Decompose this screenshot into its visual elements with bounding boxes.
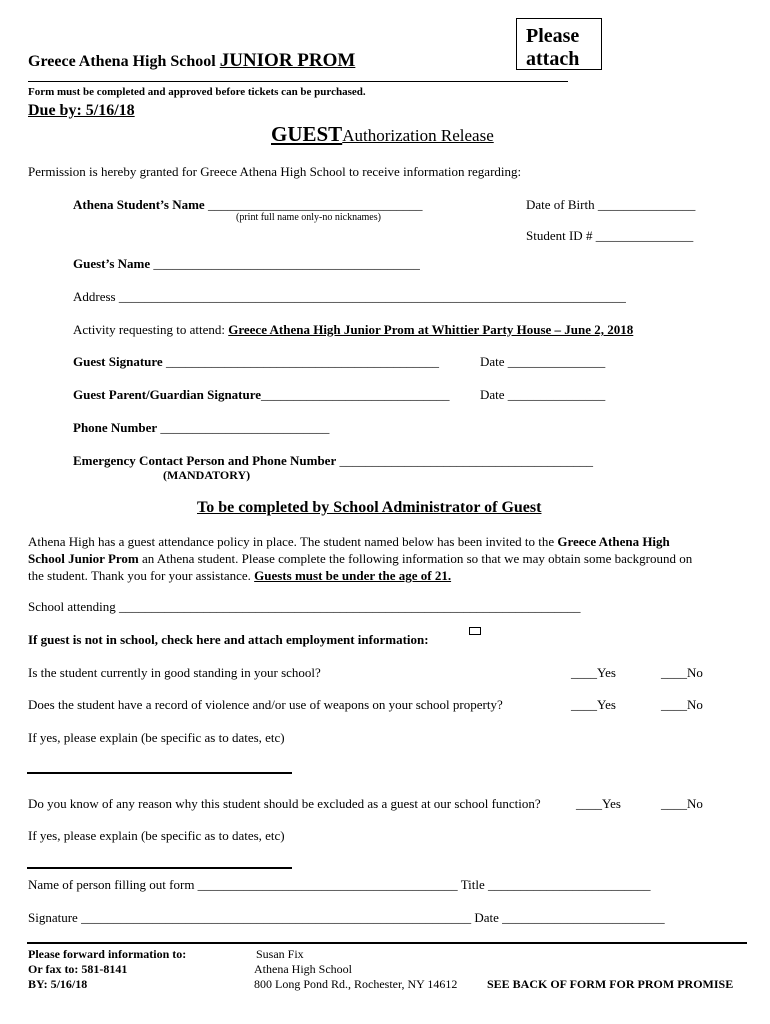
photo-box-line-1: Please (526, 25, 580, 47)
footer-divider (27, 942, 747, 944)
filler-name-title-field[interactable]: Name of person filling out form ________________________________________ Title _________________________ (28, 877, 651, 892)
form-title-guest: GUEST (271, 122, 343, 146)
good-standing-yes[interactable]: ____Yes (571, 665, 616, 680)
exclusion-no[interactable]: ____No (661, 796, 703, 811)
student-name-hint: (print full name only-no nicknames) (236, 212, 381, 223)
school-attending-field[interactable]: School attending _______________________________________________________________________ (28, 599, 581, 614)
photo-attach-box (516, 18, 602, 70)
activity-value: Greece Athena High Junior Prom at Whittier Party House – June 2, 2018 (228, 322, 634, 337)
permission-text: Permission is hereby granted for Greece Athena High School to receive information regarding: (28, 164, 522, 179)
contact-school: Athena High School (254, 962, 352, 976)
address-field[interactable]: Address ______________________________________________________________________________ (73, 289, 626, 304)
exclusion-question: Do you know of any reason why this student should be excluded as a guest at our school function? (28, 796, 541, 811)
parent-signature-label: Guest Parent/Guardian Signature (73, 387, 262, 402)
date-of-birth-field[interactable]: Date of Birth _______________ (526, 197, 696, 212)
good-standing-question: Is the student currently in good standing in your school? (28, 665, 321, 680)
emergency-contact-label: Emergency Contact Person and Phone Number (73, 453, 337, 468)
student-name-label: Athena Student’s Name (73, 197, 205, 212)
guest-name-label: Guest’s Name (73, 256, 151, 271)
guest-signature-field[interactable] (73, 354, 439, 370)
not-in-school-checkbox[interactable] (469, 627, 481, 635)
guest-name-field[interactable] (73, 256, 420, 272)
violence-yes[interactable]: ____Yes (571, 697, 616, 712)
exclusion-yes[interactable]: ____Yes (576, 796, 621, 811)
activity-line (73, 322, 633, 338)
contact-address: 800 Long Pond Rd., Rochester, NY 14612 (254, 977, 458, 991)
parent-signature-date[interactable]: Date _______________ (480, 387, 606, 402)
explain-line-2[interactable] (27, 867, 292, 869)
event-title: JUNIOR PROM (219, 50, 356, 71)
explain-prompt-1: If yes, please explain (be specific as to dates, etc) (28, 730, 285, 745)
violence-no[interactable]: ____No (661, 697, 703, 712)
violence-question: Does the student have a record of violence and/or use of weapons on your school property? (28, 697, 503, 712)
phone-number-field[interactable] (73, 420, 329, 436)
mandatory-note: (MANDATORY) (163, 468, 251, 482)
form-title-rest: Authorization Release (342, 126, 494, 145)
student-id-field[interactable]: Student ID # _______________ (526, 228, 694, 243)
school-name: Greece Athena High School JUNIOR PROM (28, 50, 356, 71)
parent-signature-line: _____________________________ (261, 387, 450, 402)
emergency-contact-line: _______________________________________ (339, 453, 593, 468)
good-standing-no[interactable]: ____No (661, 665, 703, 680)
admin-signature-date-field[interactable]: Signature ____________________________________________________________ Date _________________________ (28, 910, 665, 925)
header-divider (28, 81, 568, 82)
footer-due-date: BY: 5/16/18 (28, 977, 88, 991)
parent-signature-field[interactable] (73, 387, 450, 403)
photo-box-line-2: attach (526, 48, 580, 70)
due-date: Due by: 5/16/18 (28, 102, 135, 119)
fax-number: Or fax to: 581-8141 (28, 962, 128, 976)
form-title (271, 122, 494, 147)
explain-line-1[interactable] (27, 772, 292, 774)
phone-number-label: Phone Number (73, 420, 158, 435)
activity-label: Activity requesting to attend: (73, 322, 225, 337)
explain-prompt-2: If yes, please explain (be specific as to dates, etc) (28, 828, 285, 843)
policy-line-3: the student. Thank you for your assistance. Guests must be under the age of 21. (28, 568, 452, 583)
contact-name: Susan Fix (256, 947, 304, 961)
guest-signature-date[interactable]: Date _______________ (480, 354, 606, 369)
completion-notice: Form must be completed and approved before tickets can be purchased. (28, 86, 366, 98)
policy-line-1: Athena High has a guest attendance policy in place. The student named below has been invited to the Greece Athena High (28, 534, 670, 549)
emergency-contact-field[interactable] (73, 453, 593, 469)
forward-label: Please forward information to: (28, 947, 187, 961)
policy-line-2: School Junior Prom an Athena student. Please complete the following information so that we may obtain some background on (28, 551, 693, 566)
not-in-school-label: If guest is not in school, check here and attach employment information: (28, 632, 429, 647)
guest-name-line: _________________________________________ (153, 256, 420, 271)
student-name-field[interactable] (73, 197, 422, 213)
guest-signature-line: __________________________________________ (165, 354, 439, 369)
see-back-note: SEE BACK OF FORM FOR PROM PROMISE (487, 977, 734, 991)
phone-number-line: __________________________ (160, 420, 330, 435)
guest-signature-label: Guest Signature (73, 354, 163, 369)
admin-section-heading: To be completed by School Administrator of Guest (197, 499, 542, 516)
student-name-line: _________________________________ (207, 197, 423, 212)
